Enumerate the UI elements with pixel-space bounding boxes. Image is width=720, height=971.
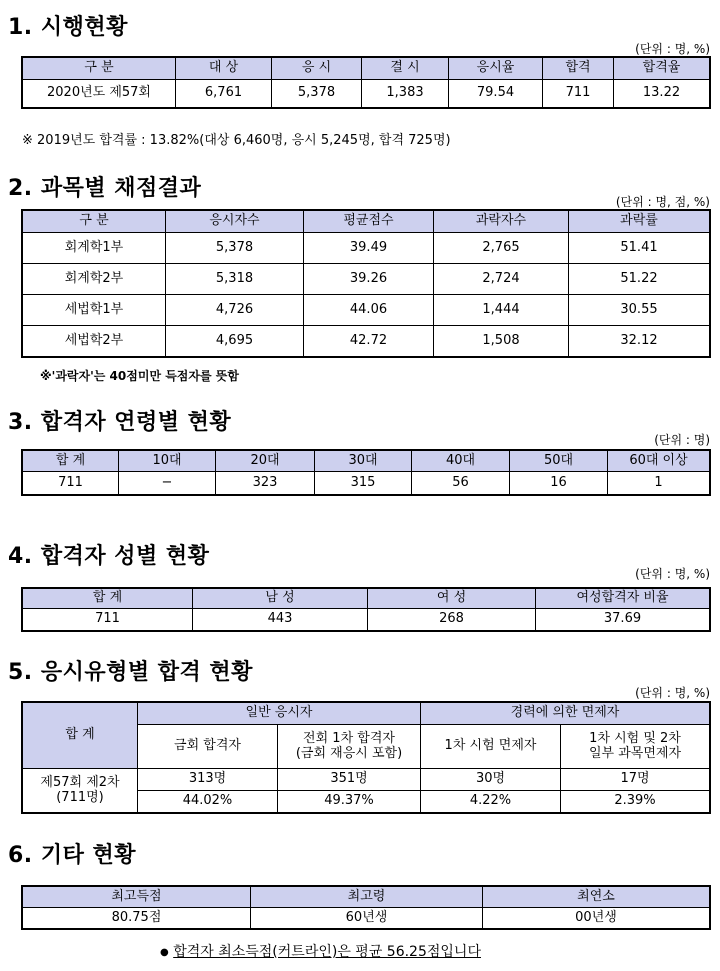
table-cell: 00년생 [483,908,710,929]
header-cell: 50대 [510,451,608,472]
table-cell: 80.75점 [23,908,251,929]
table-cell: 5,318 [166,264,304,295]
table-cell: 회계학2부 [23,264,166,295]
header-cell: 10대 [119,451,216,472]
table-row [23,295,710,326]
table-cell: 회계학1부 [23,233,166,264]
sub-header-cell [278,725,421,769]
table-cell: 4,695 [166,326,304,357]
sub-header-line: 1차 시험 및 2차 [589,730,681,746]
header-cell: 대 상 [176,58,272,80]
table-cell: − [119,472,216,495]
section-1-title: 1. 시행현황 [8,15,128,40]
table-cell: 13.22 [614,80,710,108]
table-cell: 세법학2부 [23,326,166,357]
section-2-title: 2. 과목별 채점결과 [8,176,202,201]
table-cell: 16 [510,472,608,495]
table-cell: 51.41 [569,233,710,264]
table-cell: 39.49 [304,233,434,264]
header-cell: 합격율 [614,58,710,80]
sub-header-cell: 1차 시험 면제자 [421,725,561,769]
table-cell: 268 [368,609,536,631]
section-5-title: 5. 응시유형별 합격 현황 [8,660,253,685]
table-cell: 711 [23,472,119,495]
table-cell: 1,383 [362,80,449,108]
table-row [23,264,710,295]
header-cell: 40대 [412,451,510,472]
section-1-note: ※ 2019년도 합격률 : 13.82%(대상 6,460명, 응시 5,245명, 합격 725명) [22,133,451,148]
table-cell: 4,726 [166,295,304,326]
header-cell: 합격 [543,58,614,80]
table-cell: 1,508 [434,326,569,357]
header-cell: 최고득점 [23,887,251,908]
header-cell: 최고령 [251,887,483,908]
header-cell: 응시자수 [166,211,304,233]
sub-header-line: 전회 1차 합격자 [303,730,395,746]
total-header-cell: 합 계 [23,703,138,769]
table-cell: 351명 [278,769,421,791]
header-cell: 과락자수 [434,211,569,233]
table-cell: 44.06 [304,295,434,326]
header-cell: 구 분 [23,211,166,233]
table-cell: 313명 [138,769,278,791]
table-cell: 17명 [561,769,710,791]
table-cell: 42.72 [304,326,434,357]
table-cell: 6,761 [176,80,272,108]
table-row [23,326,710,357]
header-cell: 60대 이상 [608,451,710,472]
career-exempt-header: 경력에 의한 면제자 [421,703,710,725]
section-6-title: 6. 기타 현황 [8,843,136,868]
table-cell: 4.22% [421,791,561,813]
round-count: (711명) [56,789,104,805]
table-cell: 51.22 [569,264,710,295]
table-cell: 1,444 [434,295,569,326]
cutline-note-row [160,941,481,961]
table-row [23,609,710,631]
table-cell: 79.54 [449,80,543,108]
other-status-table [22,886,710,929]
table-row [23,769,710,791]
header-cell: 구 분 [23,58,176,80]
sub-header-line: 일부 과목면제자 [588,745,682,761]
sub-header-cell [561,725,710,769]
table-cell: 711 [23,609,193,631]
exam-status-table [22,57,710,108]
table-cell: 30.55 [569,295,710,326]
table-cell: 44.02% [138,791,278,813]
table-cell: 56 [412,472,510,495]
section-4-title: 4. 합격자 성별 현황 [8,544,210,569]
section-3-unit: (단위 : 명) [654,433,710,447]
table-cell: 5,378 [166,233,304,264]
header-cell: 응시율 [449,58,543,80]
table-cell: 49.37% [278,791,421,813]
bullet-icon: ● [160,947,169,958]
table-cell: 30명 [421,769,561,791]
header-cell: 20대 [216,451,315,472]
header-cell: 합 계 [23,589,193,609]
sub-header-line: (금회 재응시 포함) [295,745,403,761]
table-cell: 323 [216,472,315,495]
table-cell: 2,724 [434,264,569,295]
table-cell: 37.69 [536,609,710,631]
table-cell: 443 [193,609,368,631]
table-cell: 711 [543,80,614,108]
table-cell: 60년생 [251,908,483,929]
table-cell: 1 [608,472,710,495]
table-cell: 39.26 [304,264,434,295]
section-2-unit: (단위 : 명, 점, %) [615,195,710,209]
table-cell: 2.39% [561,791,710,813]
general-applicant-header: 일반 응시자 [138,703,421,725]
table-row [23,80,710,108]
table-row [23,472,710,495]
header-cell: 평균점수 [304,211,434,233]
subject-score-table [22,210,710,357]
section-3-title: 3. 합격자 연령별 현황 [8,410,232,435]
table-row [23,233,710,264]
header-cell: 30대 [315,451,412,472]
table-cell: 세법학1부 [23,295,166,326]
header-cell: 최연소 [483,887,710,908]
gender-table [22,588,710,631]
round-label: 제57회 제2차 [40,774,120,790]
header-cell: 응 시 [272,58,362,80]
section-1-unit: (단위 : 명, %) [635,42,710,56]
header-cell: 여성합격자 비율 [536,589,710,609]
table-cell: 315 [315,472,412,495]
age-table [22,450,710,495]
table-row [23,908,710,929]
table-cell: 2020년도 제57회 [23,80,176,108]
sub-header-cell: 금회 합격자 [138,725,278,769]
table-cell: 5,378 [272,80,362,108]
table-cell: 2,765 [434,233,569,264]
section-4-unit: (단위 : 명, %) [635,567,710,581]
section-5-unit: (단위 : 명, %) [635,686,710,700]
table-cell: 32.12 [569,326,710,357]
section-2-note: ※'과락자'는 40점미만 득점자를 뜻함 [40,369,239,383]
header-cell: 과락률 [569,211,710,233]
header-cell: 합 계 [23,451,119,472]
header-cell: 남 성 [193,589,368,609]
cutline-note: 합격자 최소득점(커트라인)은 평균 56.25점입니다 [173,944,481,960]
header-cell: 결 시 [362,58,449,80]
round-label-cell [23,769,138,813]
header-cell: 여 성 [368,589,536,609]
applicant-type-table [22,702,710,813]
